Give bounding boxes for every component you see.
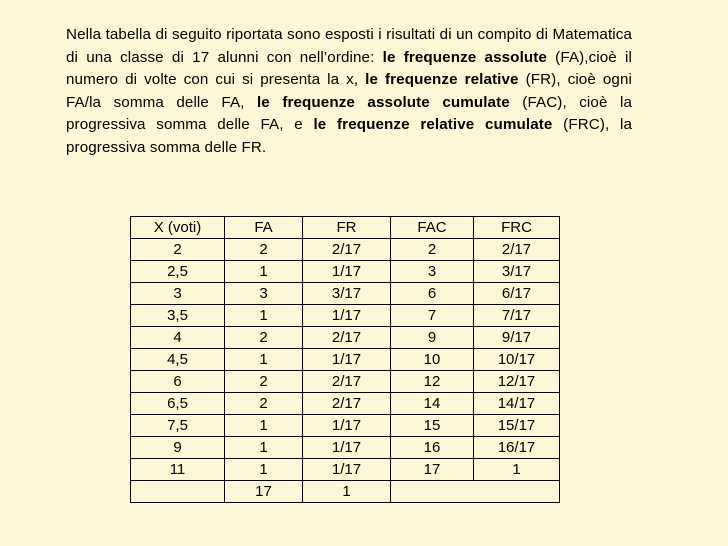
fr-cell	[303, 283, 391, 305]
fa-cell-value: 1	[259, 307, 268, 324]
frc-cell-value: 9/17	[501, 329, 532, 346]
table-row	[131, 261, 560, 283]
fac-cell-value: 7	[427, 307, 437, 324]
fr-cell	[303, 393, 391, 415]
fr-cell-value: 1/17	[331, 461, 362, 478]
column-header	[131, 217, 225, 239]
fr-cell	[303, 459, 391, 481]
fa-cell-value: 1	[259, 439, 268, 456]
fa-cell-value: 2	[259, 395, 268, 412]
column-header-label: FR	[336, 219, 357, 236]
fac-cell-value: 2	[427, 241, 437, 258]
frc-cell	[474, 327, 560, 349]
x-cell-value: 6	[173, 373, 182, 390]
fa-cell-value: 1	[259, 263, 268, 280]
x-cell	[131, 261, 225, 283]
fac-cell	[391, 283, 474, 305]
fac-cell-value: 16	[423, 439, 441, 456]
fac-cell-value: 14	[423, 395, 441, 412]
fa-cell	[225, 239, 303, 261]
table-row	[131, 393, 560, 415]
intro-text-2: (FA),cioè il numero di volte con cui si presenta la x,	[66, 48, 632, 89]
frc-cell-value: 12/17	[497, 373, 536, 390]
fa-cell-value: 1	[259, 461, 268, 478]
fr-cell	[303, 327, 391, 349]
table-row	[131, 459, 560, 481]
column-header	[303, 217, 391, 239]
intro-text-4: (FAC), cioè la progressiva somma delle FA, e	[66, 93, 632, 134]
fa-cell	[225, 305, 303, 327]
x-cell	[131, 239, 225, 261]
frc-cell-value: 16/17	[497, 439, 536, 456]
frc-cell-value: 15/17	[497, 417, 536, 434]
fr-cell-value: 1/17	[331, 417, 362, 434]
fa-cell-value: 2	[259, 241, 268, 258]
fac-cell	[391, 327, 474, 349]
fa-total-cell	[225, 481, 303, 503]
x-cell-value: 4	[173, 329, 182, 346]
fac-cell	[391, 305, 474, 327]
fr-cell	[303, 239, 391, 261]
fr-cell-value: 2/17	[331, 373, 362, 390]
fr-total-cell	[303, 481, 391, 503]
fac-cell-value: 10	[423, 351, 441, 368]
fac-cell-value: 6	[427, 285, 437, 302]
fr-cell-value: 1/17	[331, 263, 362, 280]
frc-cell-value: 3/17	[501, 263, 532, 280]
column-header-label: FRC	[501, 219, 532, 236]
x-cell-value: 4,5	[167, 351, 188, 368]
x-cell	[131, 327, 225, 349]
intro-bold-4: le frequenze relative cumulate	[313, 116, 553, 134]
fr-cell-value: 1/17	[331, 439, 362, 456]
frequency-table	[130, 216, 560, 503]
frc-cell-value: 6/17	[501, 285, 532, 302]
x-cell-value: 11	[169, 461, 186, 478]
fr-cell-value: 2/17	[331, 395, 362, 412]
fr-cell	[303, 305, 391, 327]
frc-cell	[474, 393, 560, 415]
column-header-label: FAC	[417, 219, 447, 236]
x-cell	[131, 459, 225, 481]
frc-cell	[474, 239, 560, 261]
x-cell	[131, 437, 225, 459]
frc-cell-value: 14/17	[497, 395, 536, 412]
table-row	[131, 371, 560, 393]
frc-cell	[474, 459, 560, 481]
fr-cell	[303, 437, 391, 459]
x-cell	[131, 371, 225, 393]
x-cell-value: 3,5	[167, 307, 188, 324]
intro-bold-1: le frequenze assolute	[382, 48, 547, 66]
x-cell	[131, 349, 225, 371]
fa-cell	[225, 349, 303, 371]
intro-text-3: (FR), cioè ogni FA/la somma delle FA,	[66, 71, 632, 111]
fa-cell	[225, 415, 303, 437]
fr-cell	[303, 371, 391, 393]
column-header-label: FA	[254, 219, 273, 236]
column-header	[474, 217, 560, 239]
fa-total-value: 17	[255, 483, 272, 500]
table-row	[131, 283, 560, 305]
fa-cell-value: 1	[259, 417, 268, 434]
intro-text-1: Nella tabella di seguito riportata sono esposti i risultati di un compito di Matematica di una classe di 17 alunni con nell’ordine:	[66, 26, 632, 66]
table-row	[131, 327, 560, 349]
x-cell-value: 2	[173, 241, 182, 258]
fac-cell-value: 9	[427, 329, 437, 346]
fa-cell	[225, 393, 303, 415]
table-row	[131, 305, 560, 327]
fa-cell	[225, 459, 303, 481]
frc-cell	[474, 349, 560, 371]
fac-cell	[391, 239, 474, 261]
fa-cell-value: 2	[259, 329, 268, 346]
frc-cell	[474, 415, 560, 437]
fac-cell	[391, 349, 474, 371]
fr-cell-value: 3/17	[331, 285, 362, 302]
frc-cell-value: 10/17	[497, 351, 536, 368]
intro-paragraph	[66, 24, 632, 160]
x-cell-value: 3	[173, 285, 182, 302]
totals-row	[131, 481, 560, 503]
fac-cell	[391, 415, 474, 437]
fa-cell	[225, 371, 303, 393]
frc-cell	[474, 437, 560, 459]
frc-cell-value: 7/17	[501, 307, 532, 324]
fr-cell	[303, 349, 391, 371]
x-cell-value: 6,5	[167, 395, 188, 412]
table-row	[131, 415, 560, 437]
x-cell	[131, 393, 225, 415]
x-cell	[131, 283, 225, 305]
x-cell	[131, 415, 225, 437]
fr-cell-value: 1/17	[331, 307, 362, 324]
fa-cell	[225, 283, 303, 305]
fac-cell	[391, 459, 474, 481]
column-header	[391, 217, 474, 239]
fr-cell	[303, 415, 391, 437]
frc-cell	[474, 283, 560, 305]
table-header-row	[131, 217, 560, 239]
intro-text-5: (FRC), la progressiva somma delle FR.	[66, 116, 632, 156]
fac-cell	[391, 261, 474, 283]
table-row	[131, 349, 560, 371]
fa-cell-value: 1	[259, 351, 268, 368]
fac-cell	[391, 393, 474, 415]
fr-cell	[303, 261, 391, 283]
intro-bold-2: le frequenze relative	[365, 71, 519, 89]
frc-cell	[474, 305, 560, 327]
x-cell	[131, 305, 225, 327]
fa-cell-value: 2	[259, 373, 268, 390]
fa-cell	[225, 327, 303, 349]
x-cell-value: 9	[173, 439, 182, 456]
table-row	[131, 437, 560, 459]
fr-cell-value: 2/17	[331, 329, 362, 346]
frc-cell	[474, 261, 560, 283]
frc-cell-value: 2/17	[501, 241, 532, 258]
fa-cell	[225, 437, 303, 459]
fac-cell	[391, 437, 474, 459]
totals-blank-cell	[391, 481, 560, 503]
fa-cell	[225, 261, 303, 283]
fac-cell-value: 17	[423, 461, 441, 478]
fac-cell-value: 3	[427, 263, 437, 280]
x-cell-value: 7,5	[167, 417, 188, 434]
frc-cell	[474, 371, 560, 393]
fa-cell-value: 3	[259, 285, 268, 302]
totals-blank-cell	[131, 481, 225, 503]
fac-cell-value: 12	[423, 373, 441, 390]
fr-cell-value: 1/17	[331, 351, 362, 368]
fr-cell-value: 2/17	[331, 241, 362, 258]
frc-cell-value: 1	[512, 461, 521, 478]
fac-cell-value: 15	[423, 417, 441, 434]
fr-total-value: 1	[342, 483, 351, 500]
table-row	[131, 239, 560, 261]
intro-bold-3: le frequenze assolute cumulate	[256, 93, 510, 111]
column-header	[225, 217, 303, 239]
column-header-label: X (voti)	[153, 219, 202, 236]
fac-cell	[391, 371, 474, 393]
x-cell-value: 2,5	[167, 263, 188, 280]
